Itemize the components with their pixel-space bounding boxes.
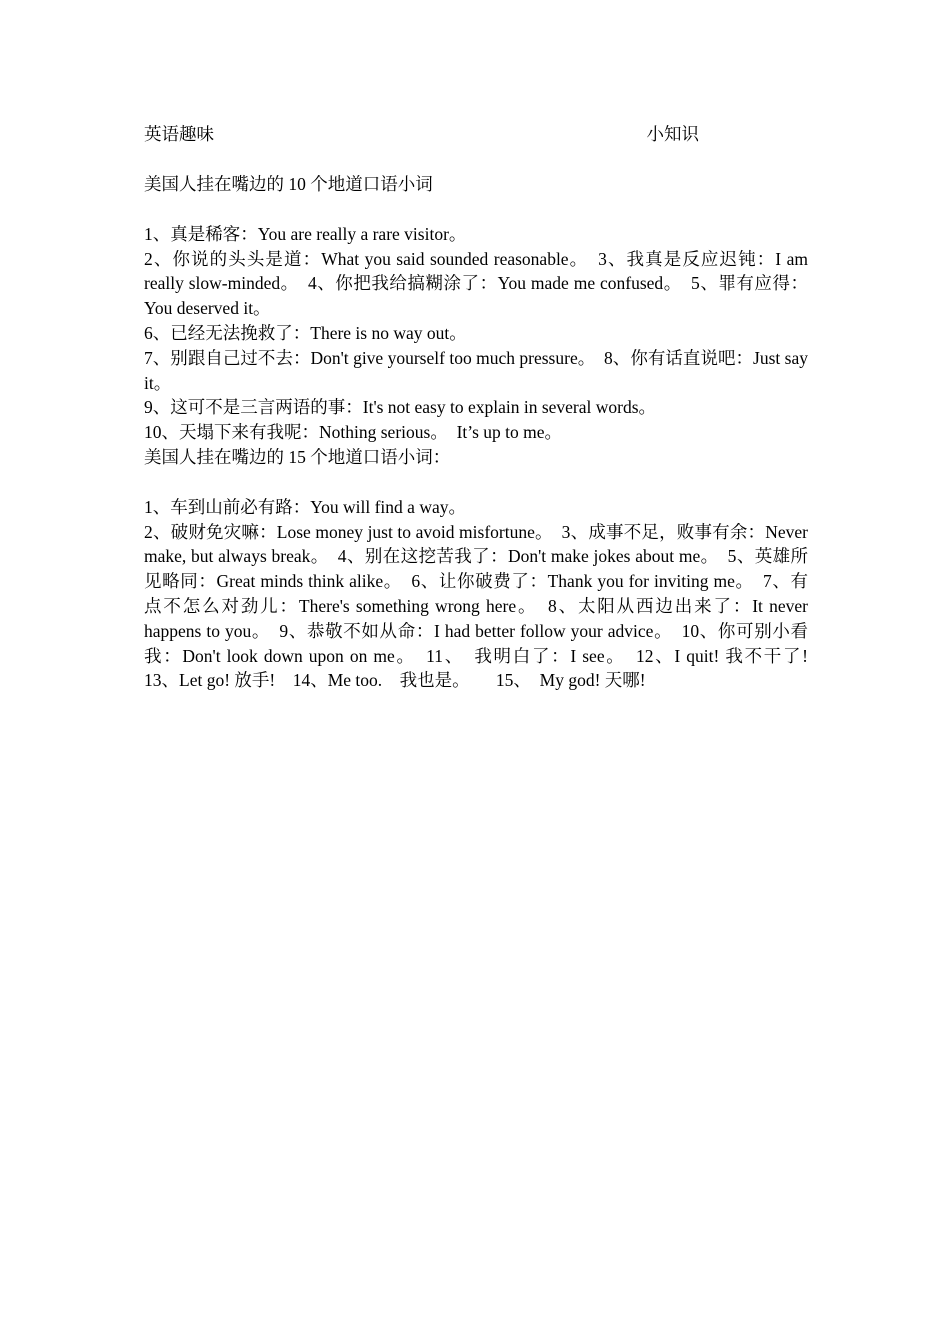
section-1-title: 美国人挂在嘴边的 10 个地道口语小词 <box>144 174 433 194</box>
spacer <box>144 147 808 172</box>
section-1-item: 10、天塌下来有我呢：Nothing serious。 It’s up to me。 <box>144 422 563 443</box>
section-2-title: 美国人挂在嘴边的 15 个地道口语小词： <box>144 446 451 467</box>
section-2-item: 2、破财免灾嘛：Lose money just to avoid misfortune。 3、成事不足，败事有余：Never make, but always break。 4、别在这挖苦我了：Don't make jokes about me。 5、英雄所见略同：Great minds think alike。 6、让你破费了：Thank you for inviting me。 7、有点不怎么对劲儿：There's something wrong here。 8、太阳从西边出来了：It never happens to you。 9、恭敬不如从命：I had better follow your advice。 10、你可别小看我：Don't look down upon on me。 11、 我明白了：I see。 12、I quit! 我不干了! 13、Let go! 放手! 14、Me too. 我也是。 15、 My god! 天哪! <box>144 521 826 691</box>
section-1-item: 2、你说的头头是道：What you said sounded reasonable。 3、我真是反应迟钝：I am really slow-minded。 4、你把我给搞糊涂了：You made me confused。 5、罪有应得：You deserved it。 <box>144 248 808 319</box>
section-1-item: 9、这可不是三言两语的事：It's not easy to explain in several words。 <box>144 397 657 418</box>
header-right-title: 小知识 <box>646 124 699 144</box>
section-1-item: 7、别跟自己过不去：Don't give yourself too much pressure。 8、你有话直说吧：Just say it。 <box>144 347 808 393</box>
spacer <box>144 197 808 222</box>
document-page <box>144 122 826 693</box>
spacer <box>144 470 808 495</box>
header-left-title: 英语趣味 <box>144 124 214 144</box>
section-1-item: 1、真是稀客：You are really a rare visitor。 <box>144 223 467 244</box>
section-1-item: 6、已经无法挽救了：There is no way out。 <box>144 322 467 343</box>
section-2-item: 1、车到山前必有路：You will find a way。 <box>144 496 466 517</box>
document-header <box>144 122 699 147</box>
